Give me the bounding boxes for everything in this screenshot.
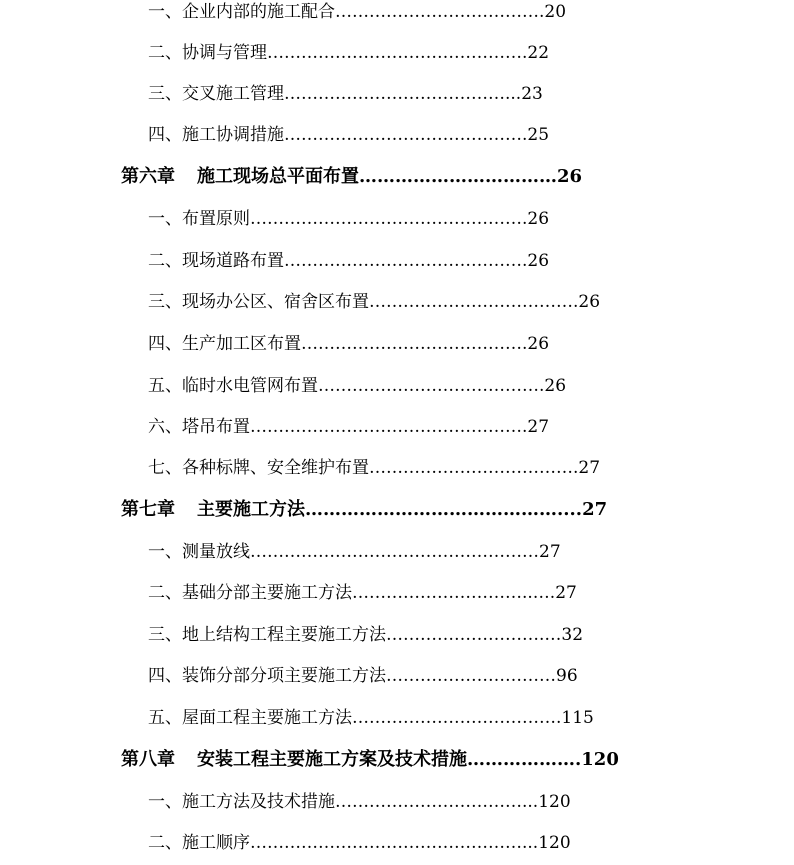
toc-entry-label: 二、施工顺序 [148, 833, 250, 853]
toc-leader-dots: …………………………… [359, 166, 557, 187]
toc-entry-label: 一、测量放线 [148, 542, 250, 562]
toc-entry-label: 五、临时水电管网布置 [148, 376, 318, 396]
toc-leader-dots: ………………………… [386, 666, 556, 686]
toc-entry-label: 四、施工协调措施 [148, 125, 284, 145]
toc-leader-dots: …………………………………………. [250, 417, 528, 437]
toc-chapter-title: 安装工程主要施工方案及技术措施 [197, 749, 467, 770]
toc-entry-label: 二、协调与管理 [148, 43, 267, 63]
toc-entry [148, 537, 561, 567]
toc-entry-label: 二、基础分部主要施工方法 [148, 583, 352, 603]
toc-leader-dots: …………………………………. [301, 334, 528, 354]
toc-entry [148, 661, 578, 691]
toc-leader-dots: …………………………………………... [250, 833, 539, 853]
toc-page-number: 26 [527, 209, 550, 229]
toc-entry [148, 371, 566, 401]
toc-entry [148, 38, 549, 68]
toc-leader-dots: ………………. [467, 749, 582, 770]
toc-entry-label: 三、地上结构工程主要施工方法 [148, 625, 386, 645]
toc-entry [148, 412, 549, 442]
toc-entry-label: 三、现场办公区、宿舍区布置 [148, 292, 369, 312]
toc-page-number: 27 [527, 417, 550, 437]
toc-chapter-entry [121, 495, 607, 525]
toc-entry-label: 二、现场道路布置 [148, 251, 284, 271]
toc-chapter-number: 第六章 [121, 166, 175, 187]
toc-page-number: 115 [561, 708, 594, 728]
toc-entry [148, 287, 600, 317]
toc-entry-label: 六、塔吊布置 [148, 417, 250, 437]
toc-chapter-entry [121, 745, 619, 775]
toc-page-number: 27 [582, 499, 608, 520]
toc-page-number: 26 [527, 251, 550, 271]
toc-entry-label: 一、布置原则 [148, 209, 250, 229]
toc-entry-label: 一、企业内部的施工配合 [148, 2, 335, 22]
toc-page-number: 27 [578, 458, 601, 478]
toc-entry [148, 204, 549, 234]
toc-chapter-number: 第七章 [121, 499, 175, 520]
toc-page-number: 26 [527, 334, 550, 354]
toc-entry [148, 79, 543, 109]
toc-page-number: 120 [581, 749, 619, 770]
toc-page-number: 25 [527, 125, 550, 145]
toc-leader-dots: ……………………….… [386, 625, 562, 645]
toc-page-number: 23 [521, 84, 543, 104]
toc-entry [148, 578, 577, 608]
toc-entry [148, 453, 600, 483]
toc-leader-dots: …………………………………………. [250, 209, 528, 229]
toc-chapter-title: 施工现场总平面布置 [197, 166, 359, 187]
toc-entry-label: 一、施工方法及技术措施 [148, 792, 335, 812]
toc-leader-dots: ………………………………. [369, 458, 579, 478]
toc-leader-dots: …………………………………………… [250, 542, 539, 562]
toc-entry [148, 120, 549, 150]
toc-page-number: 96 [556, 666, 578, 686]
toc-entry-label: 三、交叉施工管理 [148, 84, 284, 104]
toc-page-number: 120 [538, 792, 571, 812]
toc-chapter-title: 主要施工方法 [197, 499, 305, 520]
toc-page-number: 26 [544, 376, 567, 396]
toc-entry [148, 787, 571, 817]
toc-entry-label: 四、装饰分部分项主要施工方法 [148, 666, 386, 686]
toc-page-number: 32 [561, 625, 584, 645]
toc-leader-dots: ………………………………. [335, 2, 545, 22]
toc-entry [148, 246, 549, 276]
toc-page-number: 20 [544, 2, 567, 22]
toc-page-number: 120 [538, 833, 571, 853]
toc-entry-label: 五、屋面工程主要施工方法 [148, 708, 352, 728]
toc-leader-dots: ………………………………. [352, 708, 562, 728]
toc-page-number: 22 [527, 43, 550, 63]
toc-page-number: 26 [557, 166, 583, 187]
toc-entry [148, 329, 549, 359]
toc-entry-label: 七、各种标牌、安全维护布置 [148, 458, 369, 478]
toc-leader-dots: ………………………………………. [267, 43, 528, 63]
toc-page-number: 27 [539, 542, 561, 562]
toc-chapter-number: 第八章 [121, 749, 175, 770]
toc-leader-dots: ……………………………………. [284, 251, 528, 271]
toc-leader-dots: …………………………………. [318, 376, 545, 396]
toc-page-number: 27 [555, 583, 577, 603]
toc-page-number: 26 [578, 292, 601, 312]
toc-leader-dots: …………………………..…. [352, 583, 556, 603]
toc-entry [148, 0, 566, 27]
toc-leader-dots: ………………………………. [369, 292, 579, 312]
toc-leader-dots: …………………………………... [284, 84, 522, 104]
toc-chapter-entry [121, 162, 582, 192]
toc-entry [148, 620, 583, 650]
toc-entry-label: 四、生产加工区布置 [148, 334, 301, 354]
toc-entry [148, 703, 594, 733]
toc-leader-dots: ……………………………………. [284, 125, 528, 145]
toc-entry [148, 828, 571, 858]
toc-leader-dots: ……………………………... [335, 792, 539, 812]
toc-leader-dots: …………………………………….... [305, 499, 583, 520]
